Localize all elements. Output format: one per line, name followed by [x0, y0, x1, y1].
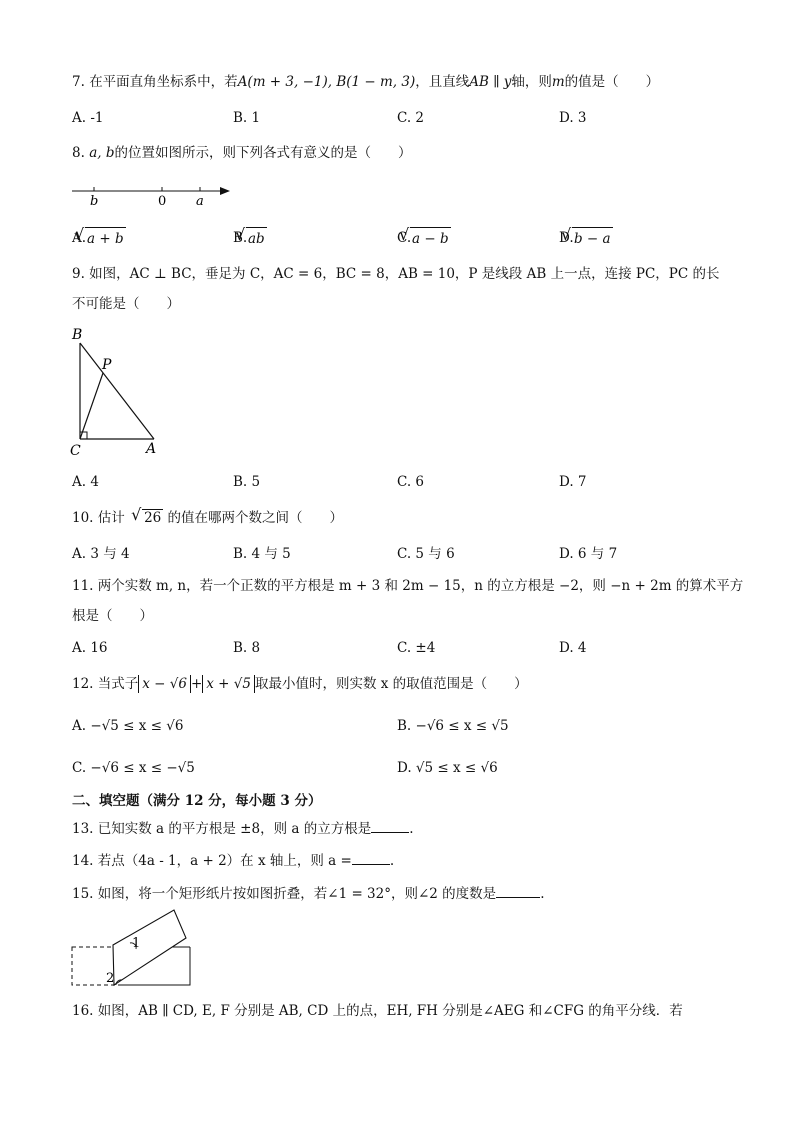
vertex-c: C [70, 443, 81, 459]
q12-stem: 12. 当式子 x − √6 + x + √5 取最小值时，则实数 x 的取值范围是（ ） [72, 676, 528, 692]
q12-options-row2 [72, 757, 727, 779]
q10-option-b: B. 4 与 5 [233, 546, 291, 562]
point-p: P [102, 357, 112, 373]
vertex-a: A [146, 441, 157, 457]
q9-triangle-figure [68, 325, 168, 460]
q9-option-a: A. 4 [72, 474, 99, 490]
q8-options: A. a + b B. ab C. a − b D. b − a [72, 227, 727, 249]
q11-stem-line2: 根是（ ） [72, 608, 153, 624]
q11-option-a: A. 16 [72, 640, 108, 656]
q11-options [72, 637, 727, 659]
q7-option-b: B. 1 [233, 110, 261, 126]
q11-option-c: C. ±4 [397, 640, 436, 656]
q12-option-a: A. −√5 ≤ x ≤ √6 [72, 718, 184, 734]
q10-option-c: C. 5 与 6 [397, 546, 455, 562]
q9-stem-line2: 不可能是（ ） [72, 296, 180, 312]
q10-options [72, 543, 727, 565]
q13-stem: 13. 已知实数 a 的平方根是 ±8，则 a 的立方根是 . [72, 818, 727, 840]
q15-stem: 15. 如图，将一个矩形纸片按如图折叠，若∠1 = 32°，则∠2 的度数是 . [72, 883, 727, 905]
section-heading: 二、填空题（满分 12 分，每小题 3 分） [72, 793, 322, 809]
angle-label-1: 1 [132, 936, 141, 951]
q11-option-b: B. 8 [233, 640, 261, 656]
q9-stem-line1: 9. 如图，AC ⊥ BC，垂足为 C，AC = 6，BC = 8，AB = 10，P 是线段 AB 上一点，连接 PC，PC 的长 [72, 266, 720, 282]
vertex-b: B [72, 327, 83, 343]
q15-answer-blank[interactable] [496, 883, 540, 898]
q14-stem: 14. 若点（4a - 1，a + 2）在 x 轴上，则 a = . [72, 850, 727, 872]
q13-answer-blank[interactable] [371, 818, 409, 833]
q8-number-line [70, 180, 240, 210]
q11-option-d: D. 4 [559, 640, 587, 656]
q7-stem: 7. 在平面直角坐标系中，若A(m + 3, −1), B(1 − m, 3)，且直线AB ∥ y轴，则m的值是（ ） [72, 74, 660, 90]
angle-label-2: 2 [106, 971, 115, 986]
q8-stem: 8. a, b的位置如图所示，则下列各式有意义的是（ ） [72, 145, 412, 161]
q9-option-c: C. 6 [397, 474, 425, 490]
axis-label-zero: 0 [158, 194, 167, 209]
q10-option-d: D. 6 与 7 [559, 546, 618, 562]
q9-option-d: D. 7 [559, 474, 587, 490]
q15-folded-rectangle-figure [70, 905, 195, 990]
abs-term-1: x − √6 [138, 675, 191, 693]
q12-option-d: D. √5 ≤ x ≤ √6 [397, 760, 498, 776]
q14-answer-blank[interactable] [352, 850, 390, 865]
q12-options-row1 [72, 715, 727, 737]
axis-label-a: a [196, 194, 204, 209]
q11-stem-line1: 11. 两个实数 m, n，若一个正数的平方根是 m + 3 和 2m − 15，n 的立方根是 −2，则 −n + 2m 的算术平方 [72, 578, 744, 594]
q10-option-a: A. 3 与 4 [72, 546, 130, 562]
q9-options [72, 471, 727, 493]
q7-options [72, 107, 727, 129]
q12-option-b: B. −√6 ≤ x ≤ √5 [397, 718, 509, 734]
q7-option-a: A. -1 [72, 110, 104, 126]
q7-option-d: D. 3 [559, 110, 587, 126]
axis-label-b: b [90, 194, 99, 209]
q10-stem: 10. 估计 √ 26 的值在哪两个数之间（ ） [72, 507, 727, 529]
q7-option-c: C. 2 [397, 110, 425, 126]
q16-stem: 16. 如图，AB ∥ CD, E, F 分别是 AB, CD 上的点，EH, FH 分别是∠AEG 和∠CFG 的角平分线．若 [72, 1003, 683, 1019]
q12-option-c: C. −√6 ≤ x ≤ −√5 [72, 760, 195, 776]
abs-term-2: x + √5 [202, 675, 255, 693]
q9-option-b: B. 5 [233, 474, 261, 490]
